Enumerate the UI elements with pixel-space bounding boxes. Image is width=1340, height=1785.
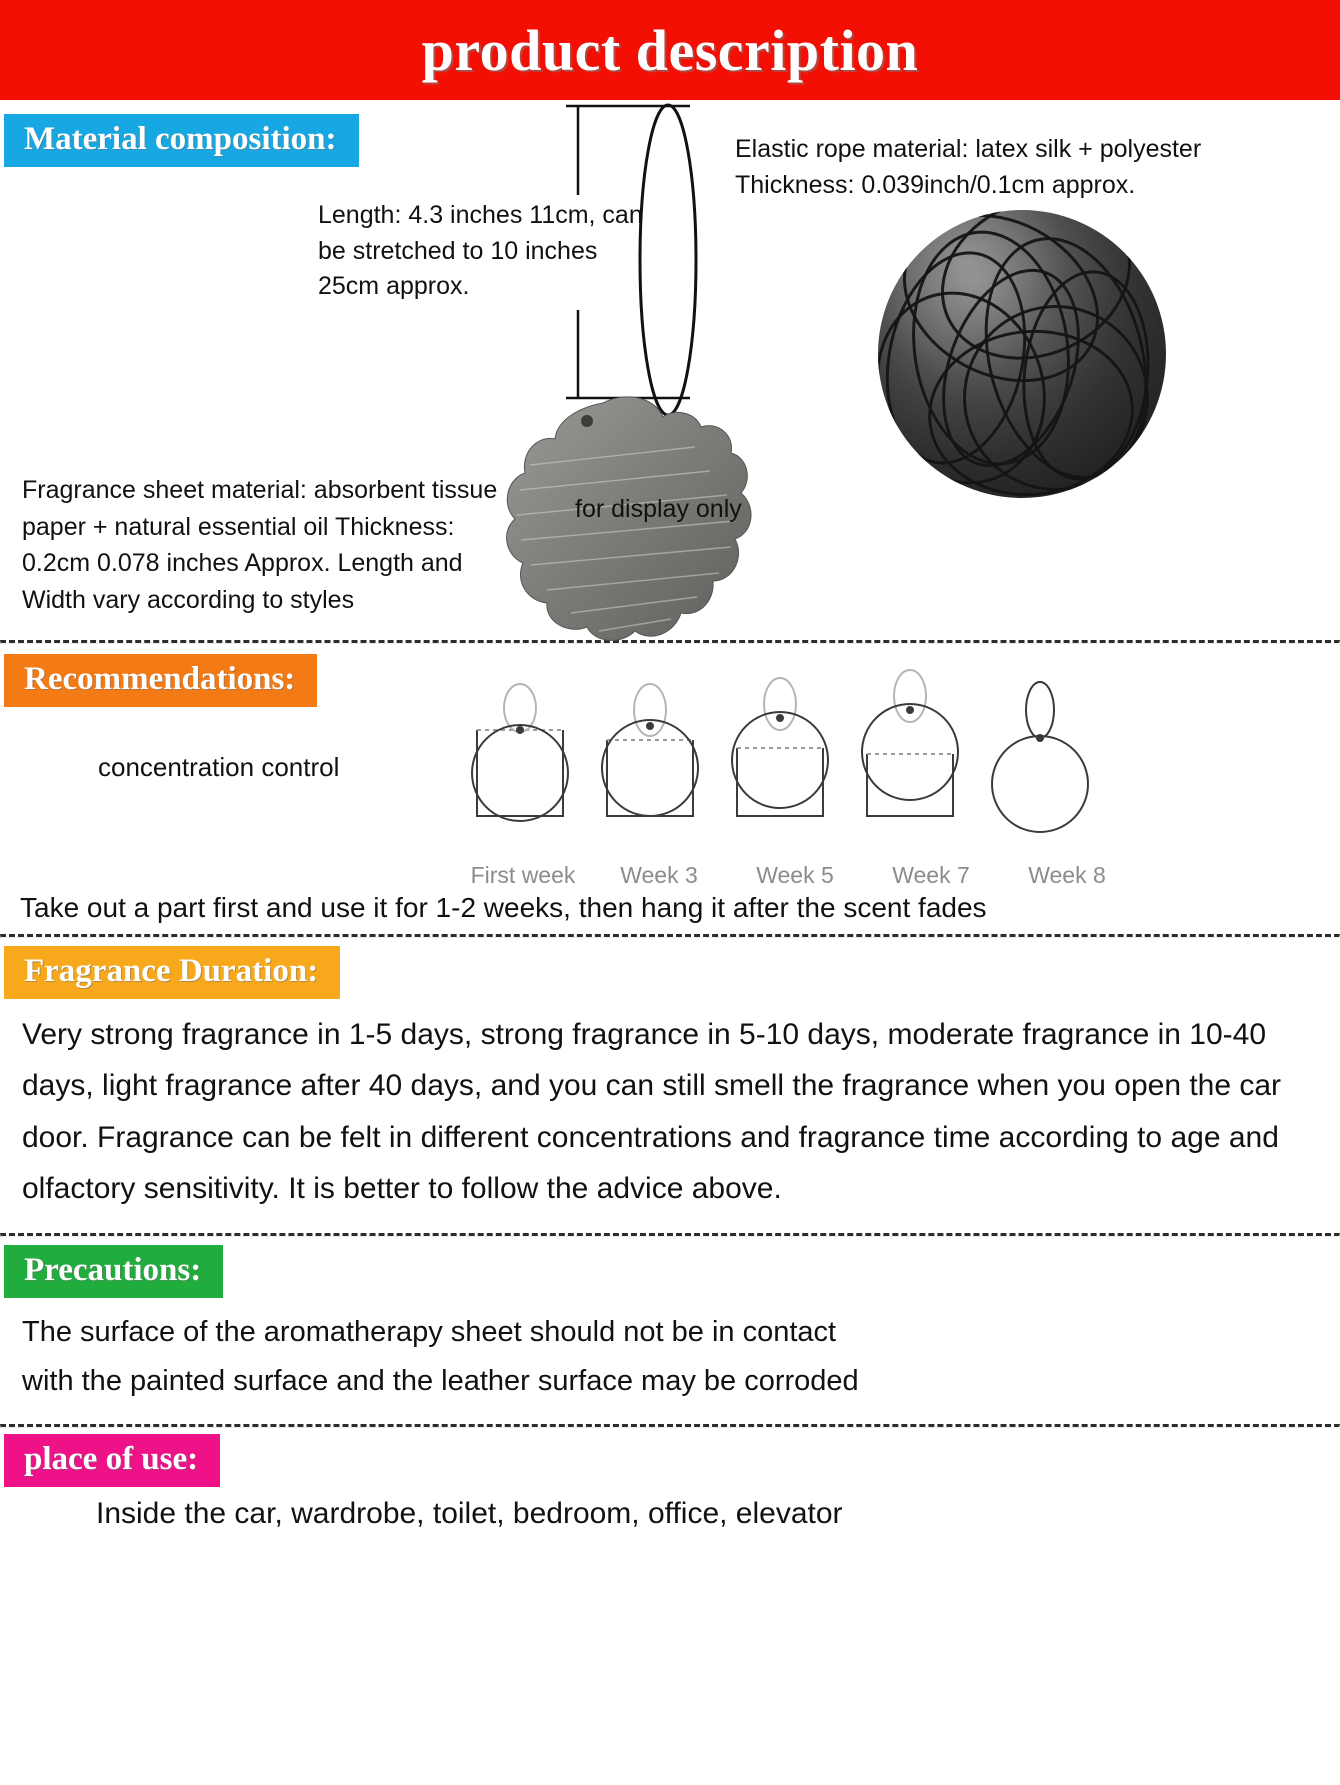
fragrance-sheet-shape (495, 395, 795, 655)
material-composition-section (0, 100, 1340, 640)
elastic-rope-description: Elastic rope material: latex silk + polyester Thickness: 0.039inch/0.1cm approx. (735, 135, 1202, 199)
fragrance-duration-label: Fragrance Duration: (4, 946, 340, 999)
elastic-rope-photo (878, 210, 1166, 498)
stage-label-2: Week 3 (620, 862, 698, 888)
stage-label-4: Week 7 (892, 862, 970, 888)
recommendations-note: Take out a part first and use it for 1-2 weeks, then hang it after the scent fades (20, 892, 987, 923)
precautions-label: Precautions: (4, 1245, 223, 1298)
precautions-line-1: The surface of the aromatherapy sheet should not be in contact (22, 1315, 837, 1348)
stage-label-1: First week (470, 862, 576, 888)
recommendations-section (0, 644, 1340, 934)
stage-label-3: Week 5 (756, 862, 834, 888)
page-header (0, 0, 1340, 100)
place-of-use-label: place of use: (4, 1434, 220, 1487)
display-only-caption: for display only (575, 495, 742, 523)
precautions-section (0, 1237, 1340, 1424)
page-title: product description (421, 17, 919, 83)
precautions-body (0, 1298, 1340, 1417)
fragrance-label-wrap (0, 938, 1340, 999)
stage-labels (455, 862, 1135, 889)
fragrance-duration-body: Very strong fragrance in 1-5 days, strong fragrance in 5-10 days, moderate fragrance in 10-40 days, light fragrance after 40 days, and you can still smell the fragrance when you open the car door. Fragrance can be felt in different concentrations and fragrance time according to age and olfactory sensitivity. It is better to follow the advice above. (22, 1017, 1282, 1206)
fragrance-sheet-description: Fragrance sheet material: absorbent tissue paper + natural essential oil Thickness: 0.2cm 0.078 inches Approx. Length and Width vary according to styles (22, 476, 498, 614)
material-composition-label: Material composition: (4, 114, 359, 167)
length-description: Length: 4.3 inches 11cm, can be stretched to 10 inches 25cm approx. (318, 201, 643, 300)
precautions-line-2: with the painted surface and the leather surface may be corroded (22, 1364, 859, 1397)
stage-label-5: Week 8 (1028, 862, 1106, 888)
precautions-label-wrap (0, 1237, 1340, 1298)
recommendations-label: Recommendations: (4, 654, 317, 707)
place-of-use-body: Inside the car, wardrobe, toilet, bedroom, office, elevator (96, 1496, 843, 1530)
fragrance-duration-section (0, 938, 1340, 1233)
concentration-stages-diagram (455, 668, 1135, 868)
concentration-control-label: concentration control (98, 752, 340, 782)
place-label-wrap (0, 1428, 1340, 1487)
place-of-use-section (0, 1428, 1340, 1551)
